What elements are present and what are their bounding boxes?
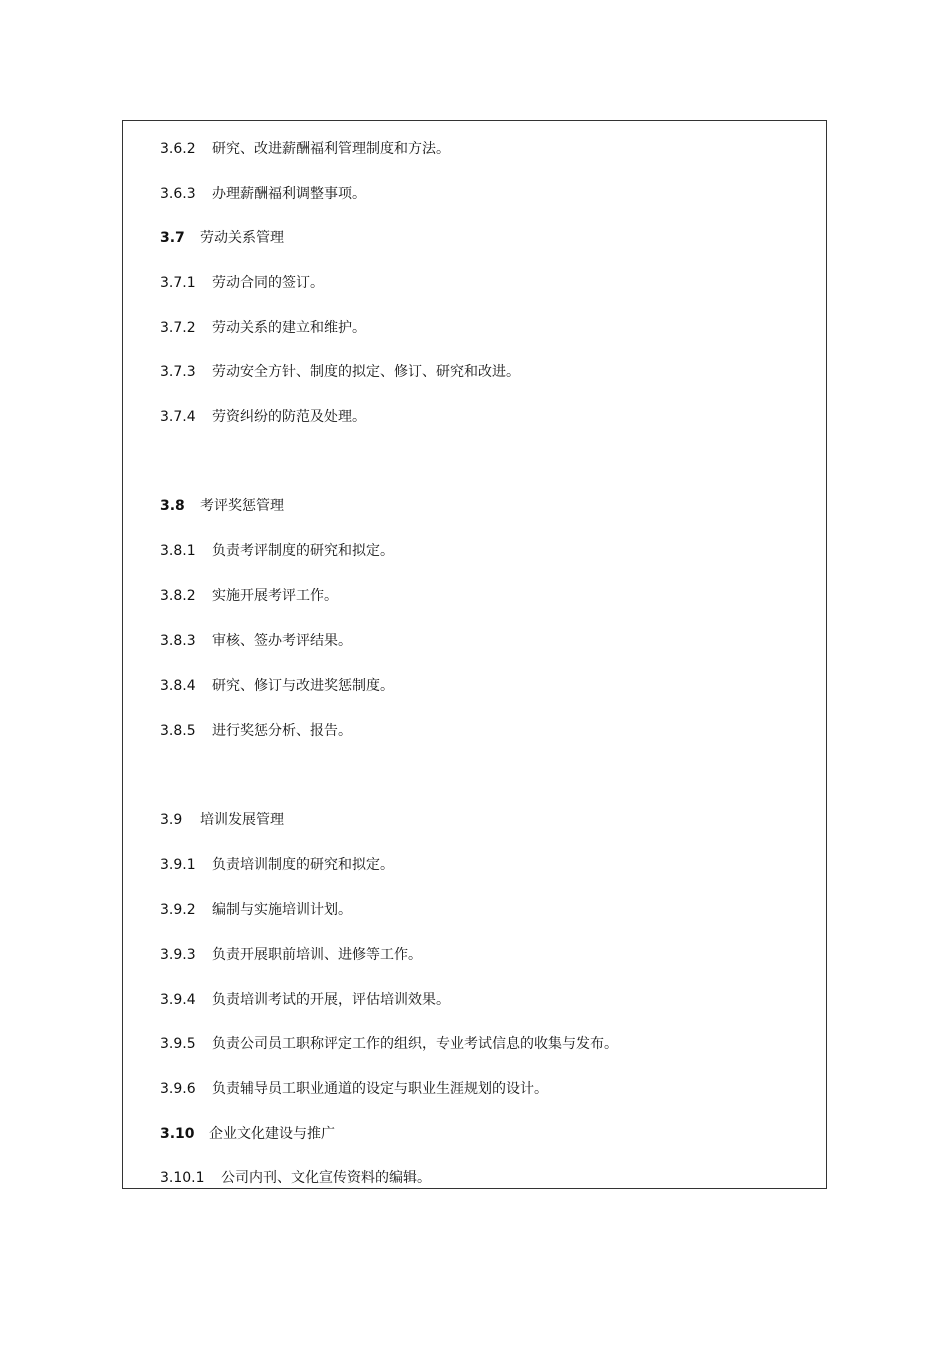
section-title: 劳动关系管理 — [200, 230, 284, 246]
item-text: 办理薪酬福利调整事项。 — [212, 186, 366, 202]
item-text: 负责考评制度的研究和拟定。 — [212, 543, 394, 559]
item-number: 3.9.6 — [160, 1081, 196, 1097]
item-text: 研究、修订与改进奖惩制度。 — [212, 678, 394, 694]
item-number: 3.10.1 — [160, 1170, 205, 1186]
list-item — [160, 722, 352, 740]
item-number: 3.7.1 — [160, 275, 196, 291]
section-title: 考评奖惩管理 — [200, 498, 284, 514]
list-item — [160, 274, 324, 292]
list-item — [160, 542, 394, 560]
list-item — [160, 1080, 548, 1098]
item-text: 负责培训制度的研究和拟定。 — [212, 857, 394, 873]
list-item — [160, 140, 450, 158]
item-number: 3.8.5 — [160, 723, 196, 739]
item-text: 负责开展职前培训、进修等工作。 — [212, 947, 422, 963]
list-item — [160, 856, 394, 874]
item-text: 进行奖惩分析、报告。 — [212, 723, 352, 739]
item-number: 3.9.4 — [160, 992, 196, 1008]
item-text: 负责培训考试的开展，评估培训效果。 — [212, 992, 450, 1008]
list-item — [160, 677, 394, 695]
list-item — [160, 587, 338, 605]
item-number: 3.8.2 — [160, 588, 196, 604]
item-text: 审核、签办考评结果。 — [212, 633, 352, 649]
item-number: 3.8.4 — [160, 678, 196, 694]
item-text: 劳动安全方针、制度的拟定、修订、研究和改进。 — [212, 364, 520, 380]
list-item — [160, 1035, 618, 1053]
item-number: 3.9.3 — [160, 947, 196, 963]
list-item — [160, 991, 450, 1009]
item-number: 3.7.4 — [160, 409, 196, 425]
item-number: 3.8.1 — [160, 543, 196, 559]
list-item — [160, 632, 352, 650]
section-heading — [160, 1125, 335, 1143]
list-item — [160, 363, 520, 381]
item-number: 3.7.3 — [160, 364, 196, 380]
section-number: 3.7 — [160, 230, 185, 246]
section-number: 3.9 — [160, 812, 183, 828]
section-heading — [160, 497, 284, 515]
item-number: 3.8.3 — [160, 633, 196, 649]
list-item — [160, 185, 366, 203]
list-item — [160, 946, 422, 964]
item-text: 编制与实施培训计划。 — [212, 902, 352, 918]
section-number: 3.10 — [160, 1126, 195, 1142]
item-number: 3.9.1 — [160, 857, 196, 873]
item-number: 3.6.3 — [160, 186, 196, 202]
item-number: 3.6.2 — [160, 141, 196, 157]
section-heading — [160, 811, 284, 829]
section-title: 企业文化建设与推广 — [209, 1126, 335, 1142]
item-number: 3.7.2 — [160, 320, 196, 336]
item-number: 3.9.5 — [160, 1036, 196, 1052]
section-title: 培训发展管理 — [200, 812, 284, 828]
item-text: 实施开展考评工作。 — [212, 588, 338, 604]
item-text: 劳动合同的签订。 — [212, 275, 324, 291]
list-item — [160, 408, 366, 426]
item-text: 劳资纠纷的防范及处理。 — [212, 409, 366, 425]
list-item — [160, 1169, 431, 1187]
section-heading — [160, 229, 284, 247]
item-text: 研究、改进薪酬福利管理制度和方法。 — [212, 141, 450, 157]
item-number: 3.9.2 — [160, 902, 196, 918]
item-text: 负责公司员工职称评定工作的组织，专业考试信息的收集与发布。 — [212, 1036, 618, 1052]
list-item — [160, 319, 366, 337]
section-number: 3.8 — [160, 498, 185, 514]
item-text: 负责辅导员工职业通道的设定与职业生涯规划的设计。 — [212, 1081, 548, 1097]
item-text: 劳动关系的建立和维护。 — [212, 320, 366, 336]
item-text: 公司内刊、文化宣传资料的编辑。 — [221, 1170, 431, 1186]
list-item — [160, 901, 352, 919]
